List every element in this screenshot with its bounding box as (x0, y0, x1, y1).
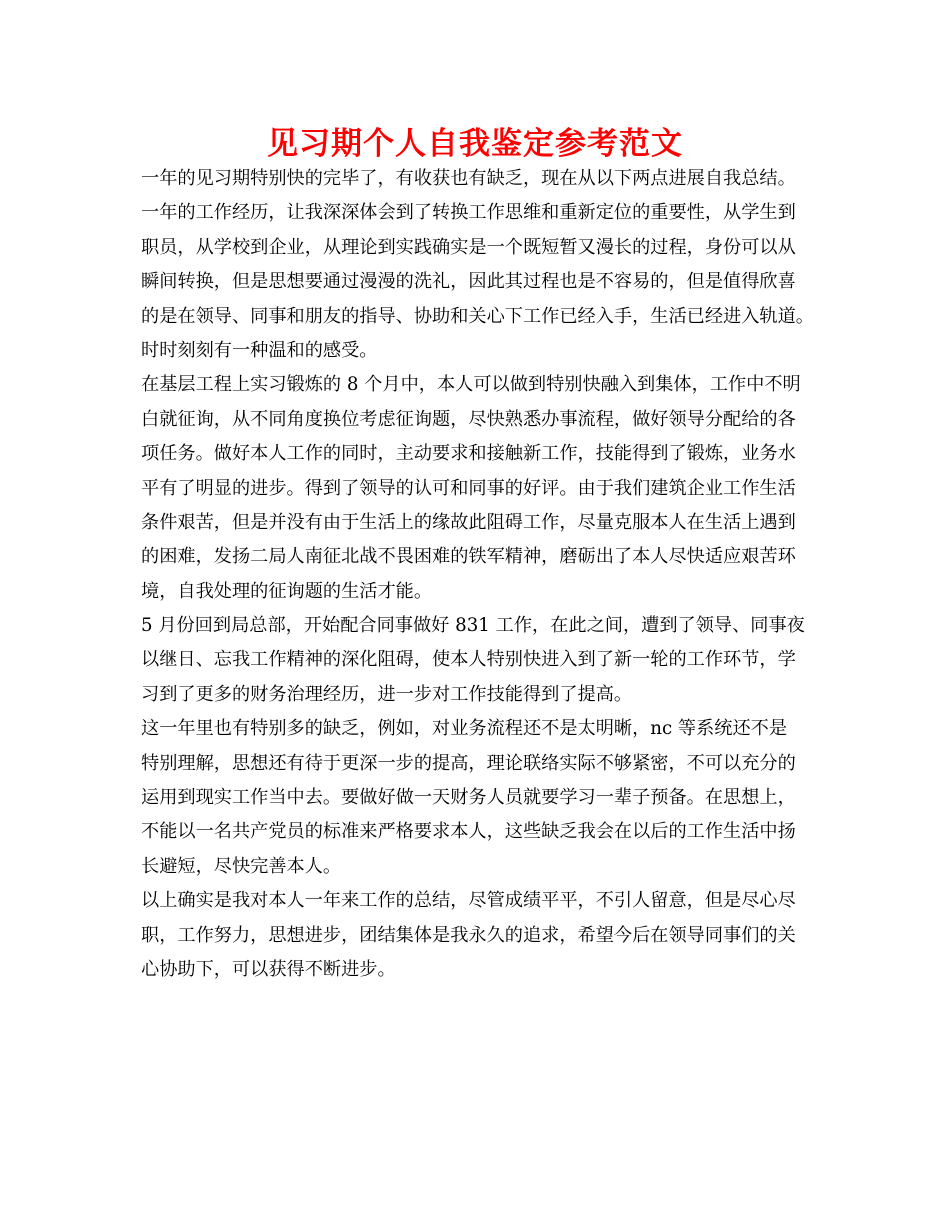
text-line: 心协助下，可以获得不断进步。 (141, 958, 396, 980)
text-line: 在基层工程上实习锻炼的 8 个月中，本人可以做到特别快融入到集体，工作中不明 (141, 374, 801, 396)
text-line: 瞬间转换，但是思想要通过漫漫的洗礼，因此其过程也是不容易的，但是值得欣喜 (141, 271, 796, 293)
text-line: 平有了明显的进步。得到了领导的认可和同事的好评。由于我们建筑企业工作生活 (141, 477, 796, 499)
text-line: 条件艰苦，但是并没有由于生活上的缘故此阻碍工作，尽量克服本人在生活上遇到 (141, 511, 796, 533)
text-line: 长避短，尽快完善本人。 (141, 855, 342, 877)
text-line: 习到了更多的财务治理经历，进一步对工作技能得到了提高。 (141, 683, 633, 705)
text-line: 的困难，发扬二局人南征北战不畏困难的铁军精神，磨砺出了本人尽快适应艰苦环 (141, 546, 796, 568)
text-line: 境，自我处理的征询题的生活才能。 (141, 580, 433, 602)
text-line: 特别理解，思想还有待于更深一步的提高，理论联络实际不够紧密，不可以充分的 (141, 752, 796, 774)
text-line: 一年的工作经历，让我深深体会到了转换工作思维和重新定位的重要性，从学生到 (141, 202, 796, 224)
text-line: 时时刻刻有一种温和的感受。 (141, 339, 378, 361)
text-line: 的是在领导、同事和朋友的指导、协助和关心下工作已经入手，生活已经进入轨道。 (141, 305, 814, 327)
text-line: 职员，从学校到企业，从理论到实践确实是一个既短暂又漫长的过程，身份可以从 (141, 236, 796, 258)
text-line: 不能以一名共产党员的标准来严格要求本人，这些缺乏我会在以后的工作生活中扬 (141, 821, 796, 843)
text-line: 职，工作努力，思想进步，团结集体是我永久的追求，希望今后在领导同事们的关 (141, 924, 796, 946)
text-line: 白就征询，从不同角度换位考虑征询题，尽快熟悉办事流程，做好领导分配给的各 (141, 408, 796, 430)
text-line: 以继日、忘我工作精神的深化阻碍，使本人特别快进入到了新一轮的工作环节，学 (141, 649, 796, 671)
text-line: 5 月份回到局总部，开始配合同事做好 831 工作，在此之间，遭到了领导、同事夜 (141, 615, 805, 637)
page-title: 见习期个人自我鉴定参考范文 (267, 126, 683, 162)
text-line: 一年的见习期特别快的完毕了，有收获也有缺乏，现在从以下两点进展自我总结。 (141, 168, 796, 189)
text-line: 项任务。做好本人工作的同时，主动要求和接触新工作，技能得到了锻炼，业务水 (141, 443, 796, 465)
document-body (141, 162, 831, 987)
text-line: 运用到现实工作当中去。要做好做一天财务人员就要学习一辈子预备。在思想上， (141, 787, 796, 809)
text-line: 这一年里也有特别多的缺乏，例如，对业务流程还不是太明晰，nc 等系统还不是 (141, 718, 788, 740)
text-line: 以上确实是我对本人一年来工作的总结，尽管成绩平平，不引人留意，但是尽心尽 (141, 890, 796, 912)
